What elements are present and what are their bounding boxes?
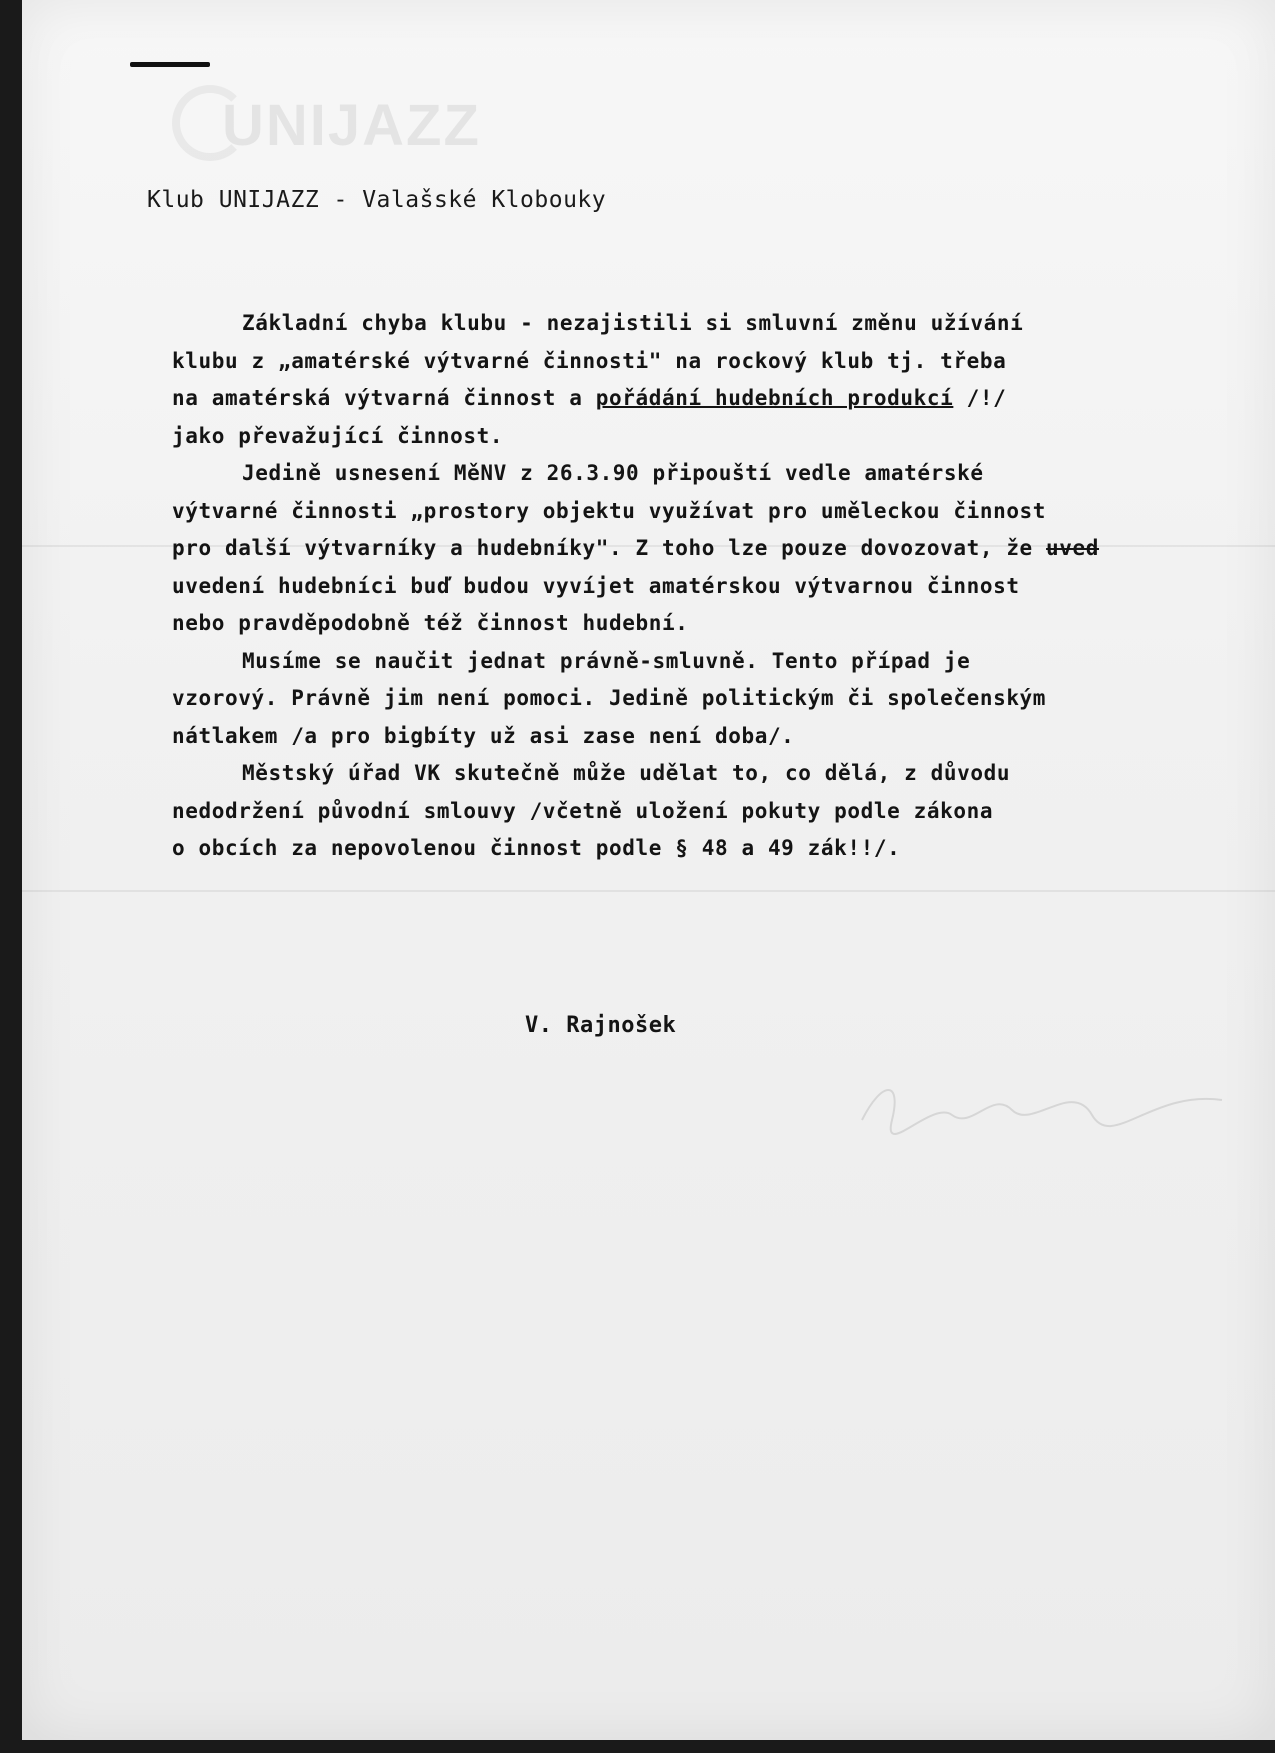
underlined-phrase: pořádání hudebních produkcí [595,386,954,410]
text-line: nedodržení původní smlouvy /včetně uložení pokuty podle zákona [172,798,994,823]
text-line: /!/ [953,386,1007,410]
text-line: vzorový. Právně jim není pomoci. Jedině politickým či společenským [172,686,1047,710]
text-line: pro další výtvarníky a hudebníky". Z toho lze pouze dovozovat, že [172,536,1047,560]
text-line: Jedině usnesení MěNV z 26.3.90 připouští vedle amatérské [242,461,984,485]
letterhead-logo-icon: UNIJAZZ [222,93,481,158]
text-line: klubu z „amatérské výtvarné činnosti" na rockový klub tj. třeba [172,348,1007,373]
text-line: výtvarné činnosti „prostory objektu využívat pro uměleckou činnost [172,498,1047,523]
text-line: Městský úřad VK skutečně může udělat to, co dělá, z důvodu [242,761,1011,785]
text-line: jako převažující činnost. [172,423,504,448]
text-line: o obcích za nepovolenou činnost podle § 48 a 49 zák!!/. [172,836,901,860]
text-line: uvedení hudebníci buď budou vyvíjet amatérskou výtvarnou činnost [172,573,1020,598]
paragraph-4 [172,755,1242,868]
letter-body [172,305,1242,868]
document-page [22,0,1275,1740]
struck-word: uved [1046,536,1100,560]
pen-dash-mark [130,62,210,67]
paragraph-3 [172,643,1242,756]
text-line: Základní chyba klubu - nezajistili si smluvní změnu užívání [242,311,1024,335]
paragraph-1 [172,305,1242,455]
text-line: nebo pravděpodobně též činnost hudební. [172,611,689,635]
text-line: na amatérská výtvarná činnost a [172,386,596,410]
letter-heading: Klub UNIJAZZ - Valašské Klobouky [147,187,607,213]
fold-crease [22,890,1275,892]
text-line: Musíme se naučit jednat právně-smluvně. Tento případ je [242,648,971,673]
signature-name: V. Rajnošek [525,1013,677,1038]
text-line: nátlakem /a pro bigbíty už asi zase není doba/. [172,723,795,748]
paragraph-2 [172,455,1242,643]
bleed-through-signature-icon [852,1070,1232,1140]
